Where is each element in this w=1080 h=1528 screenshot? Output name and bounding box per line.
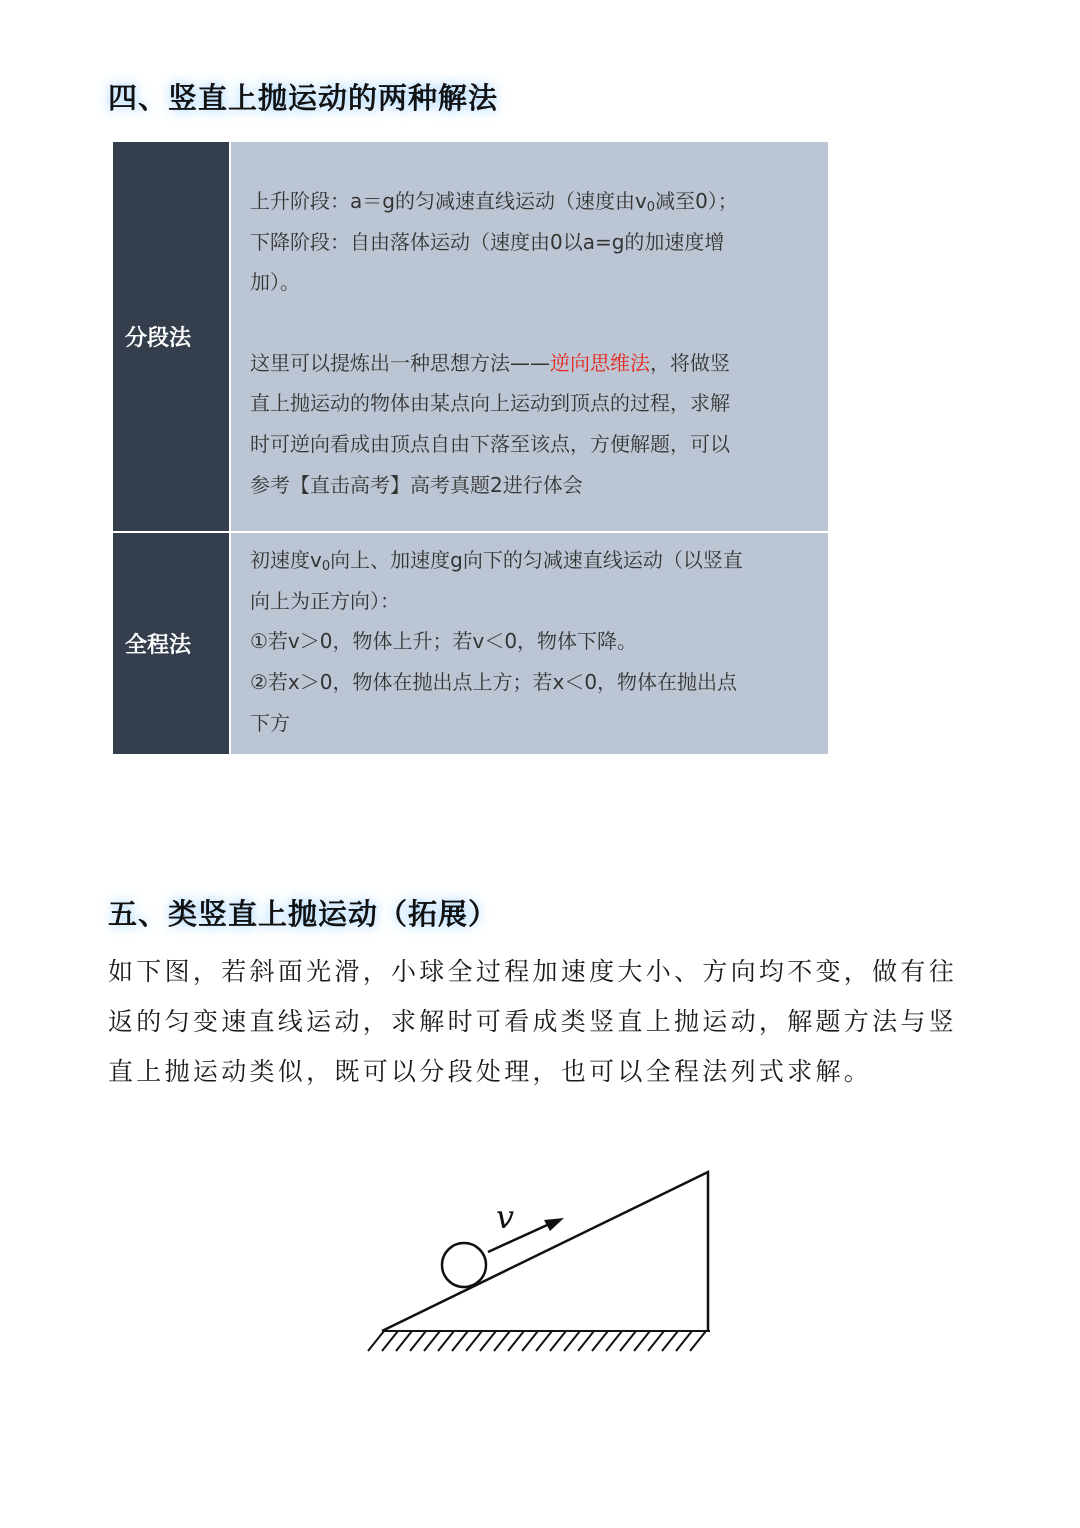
ground-hatching — [368, 1331, 710, 1351]
content-line: 时可逆向看成由顶点自由下落至该点，方便解题，可以 — [250, 431, 730, 456]
content-line: 下降阶段：自由落体运动（速度由0以a=g的加速度增 — [250, 229, 725, 254]
row-content-whole-process — [230, 532, 828, 754]
incline-triangle — [382, 1172, 708, 1331]
ball — [442, 1243, 486, 1287]
velocity-label: v — [496, 1198, 515, 1236]
content-line: 初速度$v_0$向上、加速度g向下的匀减速直线运动（以竖直 — [250, 548, 743, 575]
content-line: ②若x＞0，物体在抛出点上方；若x＜0，物体在抛出点 — [250, 669, 738, 694]
content-line: ①若v＞0，物体上升；若v＜0，物体下降。 — [250, 629, 638, 654]
velocity-arrow-head — [544, 1218, 564, 1231]
content-line: 这里可以提炼出一种思想方法——逆向思维法，将做竖 — [250, 350, 730, 375]
content-line: 向上为正方向）： — [250, 588, 400, 613]
content-line: 直上抛运动的物体由某点向上运动到顶点的过程，求解 — [250, 391, 730, 416]
row-label-segmented: 分段法 — [113, 142, 230, 532]
incline-diagram — [360, 1160, 720, 1360]
content-line: 加）。 — [250, 270, 300, 295]
section-4-heading: 四、竖直上抛运动的两种解法 — [108, 81, 499, 115]
content-line: 上升阶段：a＝g的匀减速直线运动（速度由$v_0$减至0）； — [250, 189, 738, 215]
methods-table — [113, 142, 828, 754]
content-line: 下方 — [250, 710, 290, 735]
table-row-whole-process — [113, 532, 828, 754]
table-row-segmented — [113, 142, 828, 532]
content-line: 参考【直击高考】高考真题2进行体会 — [250, 472, 583, 497]
row-content-segmented — [230, 142, 828, 532]
content-gap — [250, 303, 812, 343]
highlight-reverse-thinking: 逆向思维法 — [550, 350, 650, 375]
section-5-heading: 五、类竖直上抛运动（拓展） — [108, 897, 499, 931]
section-5-paragraph: 如下图，若斜面光滑，小球全过程加速度大小、方向均不变，做有往返的匀变速直线运动，求解时可看成类竖直上抛运动，解题方法与竖直上抛运动类似，既可以分段处理，也可以全程法列式求解。 — [108, 957, 958, 1086]
row-label-whole-process: 全程法 — [113, 532, 230, 754]
